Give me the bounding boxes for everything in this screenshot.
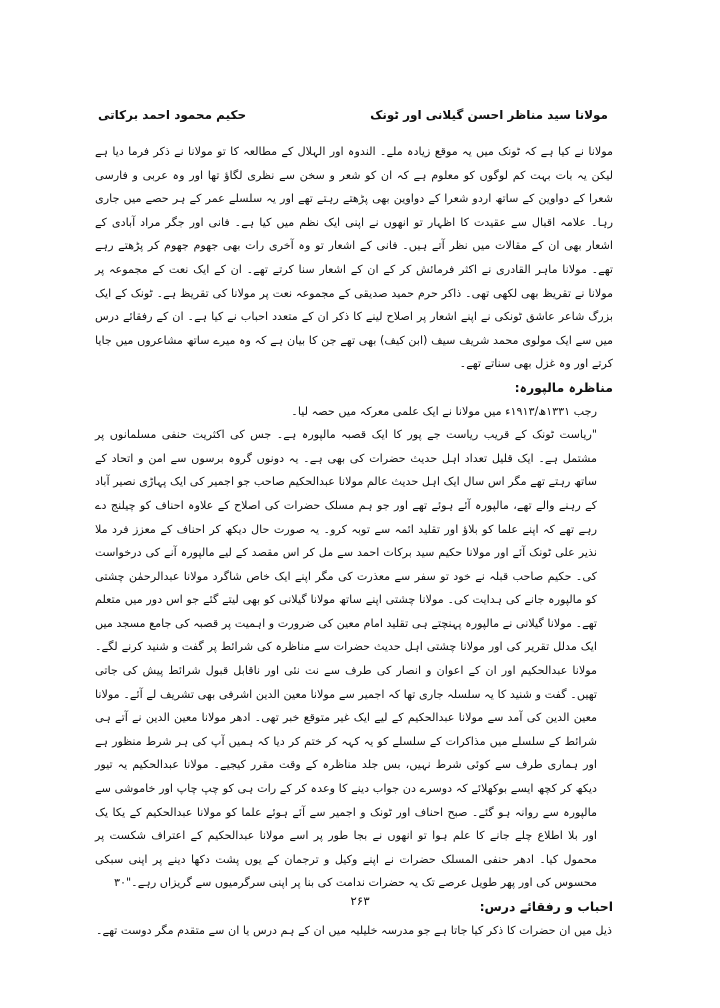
body-text <box>95 140 613 942</box>
header-title: مولانا سید مناظر احسن گیلانی اور ٹونک <box>370 108 608 122</box>
section-heading-friends: احباب و رفقائے درس: <box>479 899 613 914</box>
section-intro: ذیل میں ان حضرات کا ذکر کیا جاتا ہے جو مدرسہ خلیلیہ میں ان کے ہم درس یا ان سے متقدم مگر دوست تھے۔ <box>95 923 612 937</box>
section-heading-malpura: مناظرہ مالپورہ: <box>514 379 613 395</box>
running-header <box>98 104 608 126</box>
page-number: ۲۶۳ <box>350 894 370 908</box>
header-author: حکیم محمود احمد برکاتی <box>98 108 247 122</box>
paragraph: مولانا نے کیا ہے کہ ٹونک میں یہ موقع زیادہ ملے۔ الندوہ اور الہلال کے مطالعہ کا تو مولانا نے ذکر فرما دیا ہے لیکن یہ بات بہت کم لوگوں کو معلوم ہے کہ ان کو شعر و سخن سے نظری لگاؤ تھا اور وہ عربی و فارسی شعرا کے دواوین کے ساتھ اردو شعرا کے دواوین بھی پڑھتے رہتے تھے اور یہ سلسلے عمر کے ہر حصے میں جاری رہا۔ علامہ اقبال سے عقیدت کا اظہار تو انھوں نے اپنی ایک نظم میں کیا ہے۔ فانی اور جگر مراد آبادی کے اشعار بھی ان کے مقالات میں نظر آتے ہیں۔ فانی کے اشعار تو وہ آخری رات بھی جھوم جھوم کر پڑھتے رہے تھے۔ مولانا ماہر القادری نے اکثر فرمائش کر کے ان کے اشعار سنا کرتے تھے۔ ان کے ایک نعت کے مجموعہ پر مولانا نے تقریظ بھی لکھی تھی۔ ذاکر حرم حمید صدیقی کے مجموعہ نعت پر مولانا کی تقریظ ہے۔ ٹونک کے ایک بزرگ شاعر عاشق ٹونکی نے اپنے اشعار پر اصلاح لینے کا ذکر ان کے متعدد احباب نے کیا ہے۔ ان کے رفقائے درس میں سے ایک مولوی محمد شریف سیف (ابن کیف) بھی تھے جن کا بیان ہے کہ وہ میرے ساتھ مشاعروں میں جایا کرتے اور وہ غزل بھی سناتے تھے۔ <box>95 145 613 371</box>
block-quote: "ریاست ٹونک کے قریب ریاست جے پور کا ایک قصبہ مالپورہ ہے۔ جس کی اکثریت حنفی مسلمانوں پر مشتمل ہے۔ ایک قلیل تعداد اہل حدیث حضرات کی بھی ہے۔ یہ دونوں گروہ برسوں سے امن و اتحاد کے ساتھ رہتے تھے مگر اس سال ایک اہل حدیث عالم مولانا عبدالحکیم صاحب جو اجمیر کی ایک پہاڑی نصیر آباد کے رہنے والے تھے، مالپورہ آئے ہوئے تھے اور جو ہم مسلک حضرات کی اصلاح کے علاوہ احناف کو چیلنج دے رہے تھے کہ اپنے علما کو بلاؤ اور تقلید ائمہ سے توبہ کرو۔ یہ صورت حال دیکھ کر احناف کے معزز فرد ملا نذیر علی ٹونک آئے اور مولانا حکیم سید برکات احمد سے مل کر اس مقصد کے لیے مالپورہ آنے کی درخواست کی۔ حکیم صاحب قبلہ نے خود تو سفر سے معذرت کی مگر اپنے ایک خاص شاگرد مولانا عبدالرحمٰن چشتی کو مالپورہ جانے کی ہدایت کی۔ مولانا چشتی اپنے ساتھ مولانا گیلانی کو بھی لیتے گئے جو اس دور میں متعلم تھے۔ مولانا گیلانی نے مالپورہ پہنچتے ہی تقلید امام معین کی ضرورت و اہمیت پر قصبہ کی جامع مسجد میں ایک مدلل تقریر کی اور مولانا چشتی اہل حدیث حضرات سے مناظرہ کی شرائط پر گفت و شنید کرنے لگے۔ مولانا عبدالحکیم اور ان کے اعوان و انصار کی طرف سے نت نئی اور ناقابل قبول شرائط پیش کی جاتی تھیں۔ گفت و شنید کا یہ سلسلہ جاری تھا کہ اجمیر سے مولانا معین الدین اشرفی بھی تشریف لے آئے۔ مولانا معین الدین کی آمد سے مولانا عبدالحکیم کے لیے ایک غیر متوقع خبر تھی۔ ادھر مولانا معین الدین نے آتے ہی شرائط کے سلسلے میں مذاکرات کے سلسلے کو یہ کہہ کر ختم کر دیا کہ ہمیں آپ کی ہر شرط منظور ہے اور ہماری طرف سے کوئی شرط نہیں، بس جلد مناظرہ کے وقت مقرر کیجیے۔ مولانا عبدالحکیم یہ تیور دیکھ کر کچھ ایسے بوکھلائے کہ دوسرے دن جواب دینے کا وعدہ کر کے رات ہی کو چپ چاپ اور خاموشی سے مالپورہ سے روانہ ہو گئے۔ صبح احناف اور ٹونک و اجمیر سے آئے ہوئے علما کو مولانا عبدالحکیم کے یکا یک اور بلا اطلاع چلے جانے کا علم ہوا تو انھوں نے بجا طور پر اسے مولانا عبدالحکیم کے اعتراف شکست پر محمول کیا۔ ادھر حنفی المسلک حضرات نے اپنے وکیل و ترجمان کے یوں پشت دکھا دینے پر اپنی سبکی محسوس کی اور پھر طویل عرصے تک یہ حضرات ندامت کی بنا پر اپنی سرگرمیوں سے گریزاں رہے۔"۳۰ <box>95 428 597 890</box>
section-intro: رجب ۱۳۳۱ھ/۱۹۱۳ء میں مولانا نے ایک علمی معرکہ میں حصہ لیا۔ <box>291 404 597 418</box>
